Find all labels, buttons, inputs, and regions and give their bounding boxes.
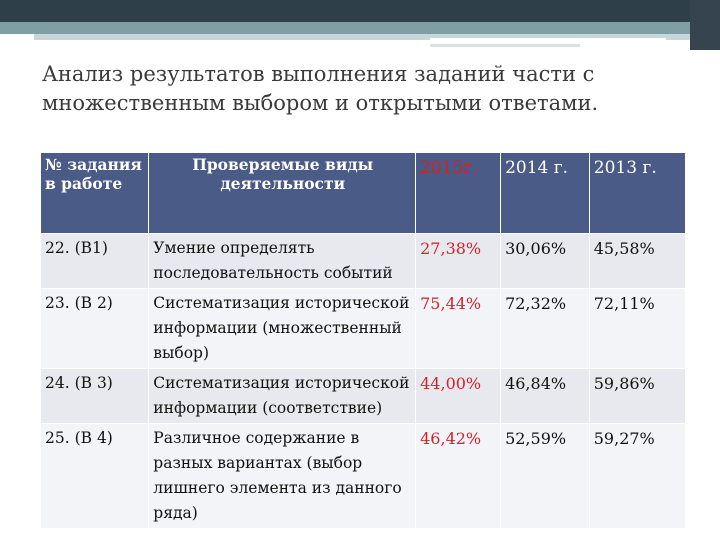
pct-2014-cell: 52,59% [501,424,590,529]
activity-cell: Систематизация исторической информации (соответствие) [149,369,416,424]
header-accent-line-short [430,44,580,47]
table-header-row [41,153,686,234]
header-dark-corner [690,0,720,50]
table-row [41,424,686,529]
results-table [40,152,686,529]
header-2014: 2014 г. [501,153,590,234]
pct-2015-cell: 44,00% [416,369,501,424]
slide-title: Анализ результатов выполнения заданий части с множественным выбором и открытыми ответами. [42,62,599,115]
header-activity: Проверяемые виды деятельности [149,153,416,234]
pct-2015-cell: 46,42% [416,424,501,529]
task-cell: 22. (В1) [41,234,149,289]
pct-2014-cell: 30,06% [501,234,590,289]
activity-cell: Различное содержание в разных вариантах (выбор лишнего элемента из данного ряда) [149,424,416,529]
pct-2014-cell: 46,84% [501,369,590,424]
pct-2015-cell: 27,38% [416,234,501,289]
task-cell: 24. (В 3) [41,369,149,424]
table-row [41,369,686,424]
header-accent-line [430,38,666,41]
pct-2013-cell: 45,58% [589,234,685,289]
header-2015: 2015г. [416,153,501,234]
table-row [41,234,686,289]
activity-cell: Систематизация исторической информации (множественный выбор) [149,289,416,369]
pct-2013-cell: 59,86% [589,369,685,424]
task-cell: 23. (В 2) [41,289,149,369]
header-teal-bar [0,22,690,34]
table-row [41,289,686,369]
pct-2014-cell: 72,32% [501,289,590,369]
pct-2013-cell: 59,27% [589,424,685,529]
header-2013: 2013 г. [589,153,685,234]
header-task: № задания в работе [41,153,149,234]
pct-2015-cell: 75,44% [416,289,501,369]
header-dark-bar [0,0,720,22]
activity-cell: Умение определять последовательность событий [149,234,416,289]
pct-2013-cell: 72,11% [589,289,685,369]
task-cell: 25. (В 4) [41,424,149,529]
